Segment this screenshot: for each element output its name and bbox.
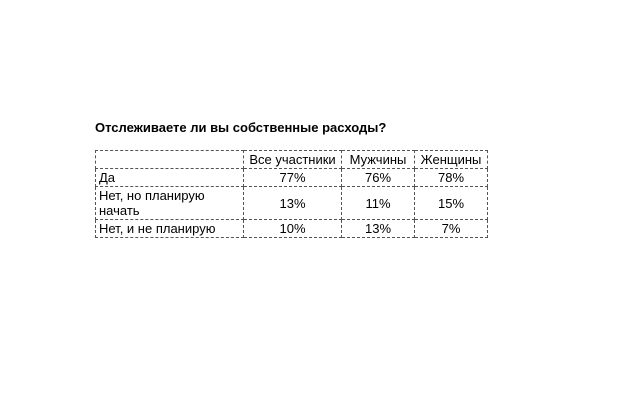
header-women: Женщины <box>415 151 488 169</box>
table-header-row <box>96 151 488 169</box>
survey-table <box>95 150 488 238</box>
cell-men: 76% <box>342 169 415 187</box>
cell-men: 11% <box>342 187 415 220</box>
cell-all: 13% <box>244 187 342 220</box>
table-row <box>96 169 488 187</box>
table-row <box>96 187 488 220</box>
cell-women: 7% <box>415 220 488 238</box>
cell-all: 10% <box>244 220 342 238</box>
row-label: Нет, и не планирую <box>96 220 244 238</box>
header-men: Мужчины <box>342 151 415 169</box>
table-row <box>96 220 488 238</box>
cell-men: 13% <box>342 220 415 238</box>
row-label: Нет, но планирую начать <box>96 187 244 220</box>
header-all-participants: Все участники <box>244 151 342 169</box>
row-label: Да <box>96 169 244 187</box>
table-title: Отслеживаете ли вы собственные расходы? <box>95 120 387 135</box>
cell-women: 15% <box>415 187 488 220</box>
cell-all: 77% <box>244 169 342 187</box>
cell-women: 78% <box>415 169 488 187</box>
header-empty-cell <box>96 151 244 169</box>
